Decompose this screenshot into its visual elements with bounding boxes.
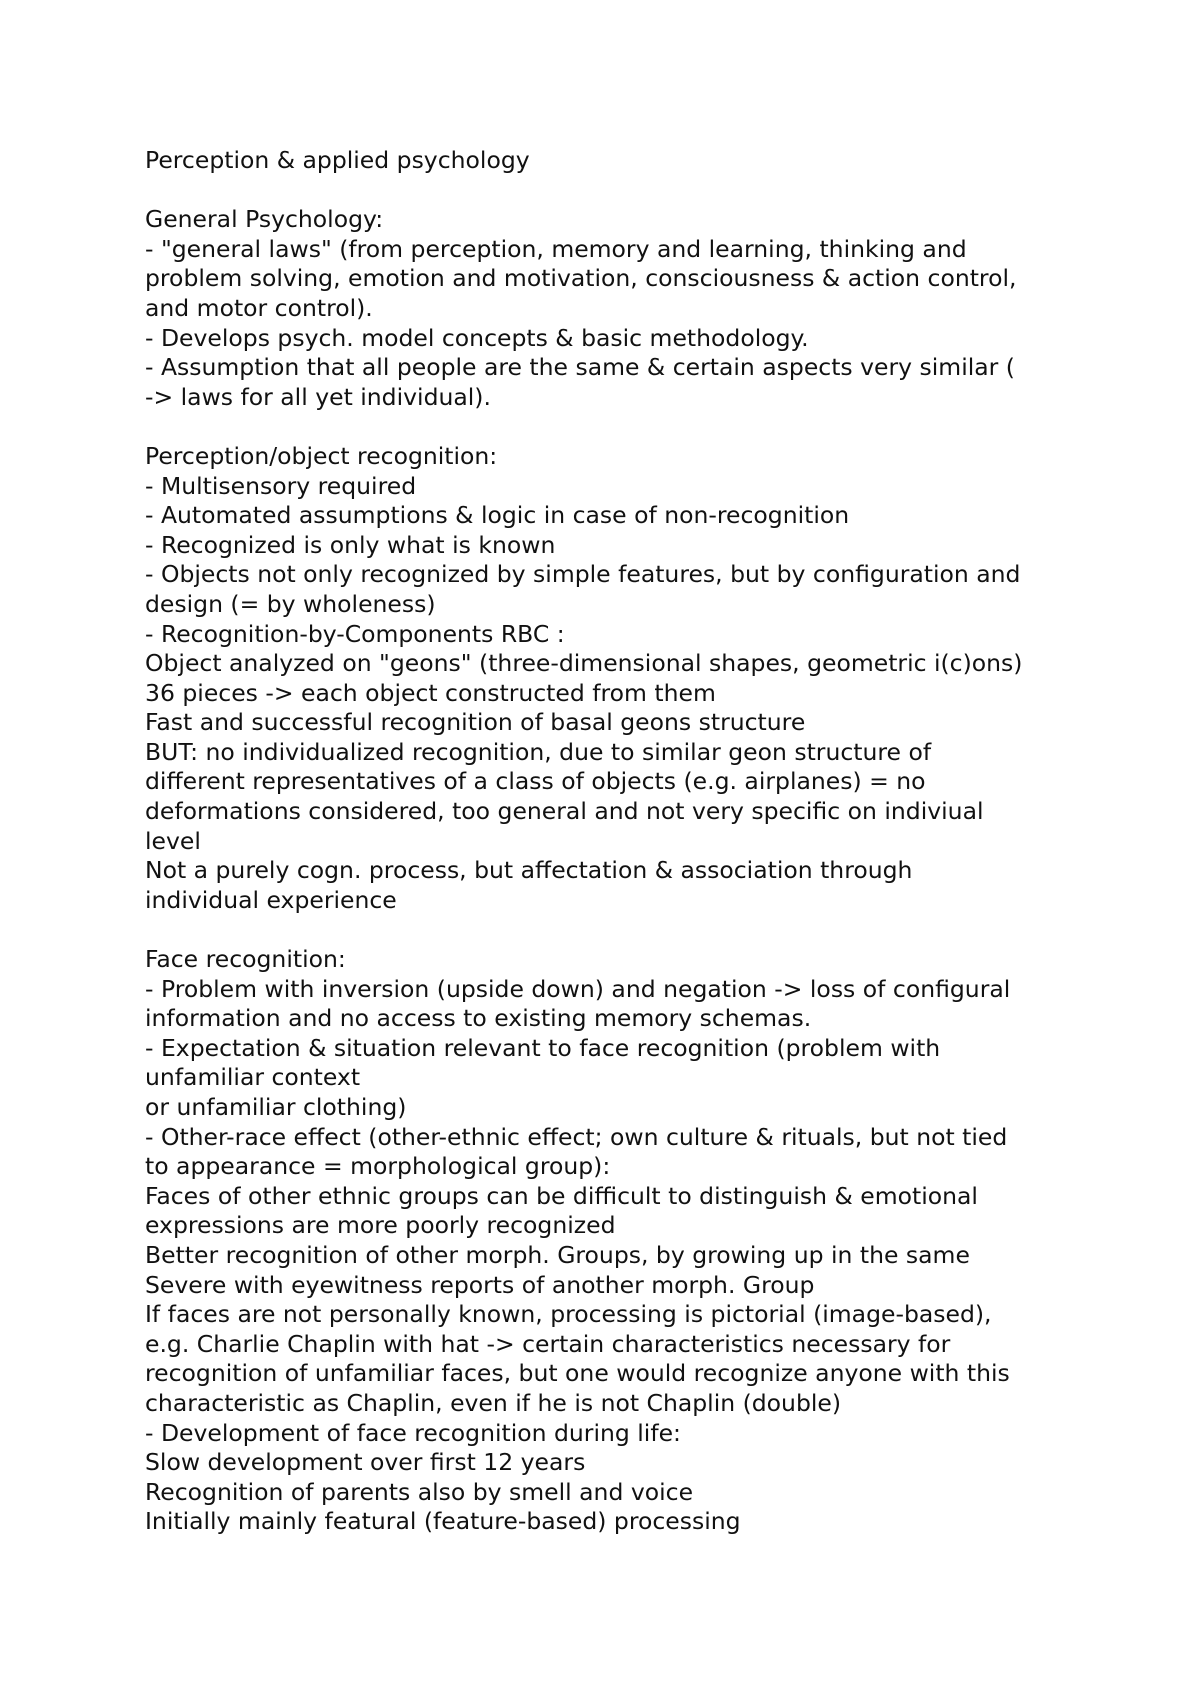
text-line: to appearance = morphological group): <box>145 1152 611 1181</box>
text-line: Initially mainly featural (feature-based) processing <box>145 1507 741 1536</box>
text-line: Recognition of parents also by smell and voice <box>145 1477 694 1506</box>
section-heading-object-recognition: Perception/object recognition: <box>145 441 498 470</box>
blank-line <box>145 412 1145 442</box>
text-line: Slow development over first 12 years <box>145 1448 586 1477</box>
text-line: - Develops psych. model concepts & basic methodology. <box>145 323 809 352</box>
text-line: - "general laws" (from perception, memory and learning, thinking and <box>145 234 967 263</box>
text-line: Better recognition of other morph. Groups, by growing up in the same <box>145 1240 970 1269</box>
document-body <box>145 146 1145 1537</box>
text-line: - Assumption that all people are the same & certain aspects very similar ( <box>145 353 1015 382</box>
text-line: Not a purely cogn. process, but affectation & association through <box>145 856 913 885</box>
text-line: - Automated assumptions & logic in case of non-recognition <box>145 501 850 530</box>
text-line: different representatives of a class of objects (e.g. airplanes) = no <box>145 767 926 796</box>
text-line: - Expectation & situation relevant to face recognition (problem with <box>145 1033 941 1062</box>
text-line: - Recognized is only what is known <box>145 530 556 559</box>
text-line: individual experience <box>145 885 397 914</box>
text-line: e.g. Charlie Chaplin with hat -> certain characteristics necessary for <box>145 1329 951 1358</box>
text-line: characteristic as Chaplin, even if he is not Chaplin (double) <box>145 1388 842 1417</box>
text-line: 36 pieces -> each object constructed from them <box>145 678 716 707</box>
blank-line <box>145 915 1145 945</box>
text-line: BUT: no individualized recognition, due to similar geon structure of <box>145 737 932 766</box>
text-line: problem solving, emotion and motivation, consciousness & action control, <box>145 264 1017 293</box>
text-line: unfamiliar context <box>145 1063 361 1092</box>
text-line: - Other-race effect (other-ethnic effect; own culture & rituals, but not tied <box>145 1122 1008 1151</box>
text-line: - Problem with inversion (upside down) and negation -> loss of configural <box>145 974 1011 1003</box>
text-line: deformations considered, too general and not very specific on indiviual <box>145 797 984 826</box>
text-line: level <box>145 826 201 855</box>
text-line: Fast and successful recognition of basal geons structure <box>145 708 806 737</box>
text-line: information and no access to existing memory schemas. <box>145 1004 812 1033</box>
text-line: If faces are not personally known, processing is pictorial (image-based), <box>145 1300 992 1329</box>
text-line: - Development of face recognition during life: <box>145 1418 681 1447</box>
text-line: recognition of unfamiliar faces, but one would recognize anyone with this <box>145 1359 1010 1388</box>
section-heading-face-recognition: Face recognition: <box>145 945 346 974</box>
text-line: - Multisensory required <box>145 471 417 500</box>
text-line: and motor control). <box>145 293 373 322</box>
text-line: Faces of other ethnic groups can be difficult to distinguish & emotional <box>145 1181 978 1210</box>
text-line: expressions are more poorly recognized <box>145 1211 616 1240</box>
section-heading-general-psychology: General Psychology: <box>145 205 384 234</box>
text-line: -> laws for all yet individual). <box>145 382 491 411</box>
text-line: or unfamiliar clothing) <box>145 1093 407 1121</box>
blank-line <box>145 176 1145 206</box>
text-line: - Objects not only recognized by simple features, but by configuration and <box>145 560 1021 589</box>
text-line: design (= by wholeness) <box>145 589 436 618</box>
text-line: Object analyzed on "geons" (three-dimensional shapes, geometric i(c)ons) <box>145 649 1023 678</box>
text-line: - Recognition-by-Components RBC : <box>145 619 565 648</box>
text-line: Severe with eyewitness reports of another morph. Group <box>145 1270 815 1299</box>
page-title: Perception & applied psychology <box>145 146 530 174</box>
